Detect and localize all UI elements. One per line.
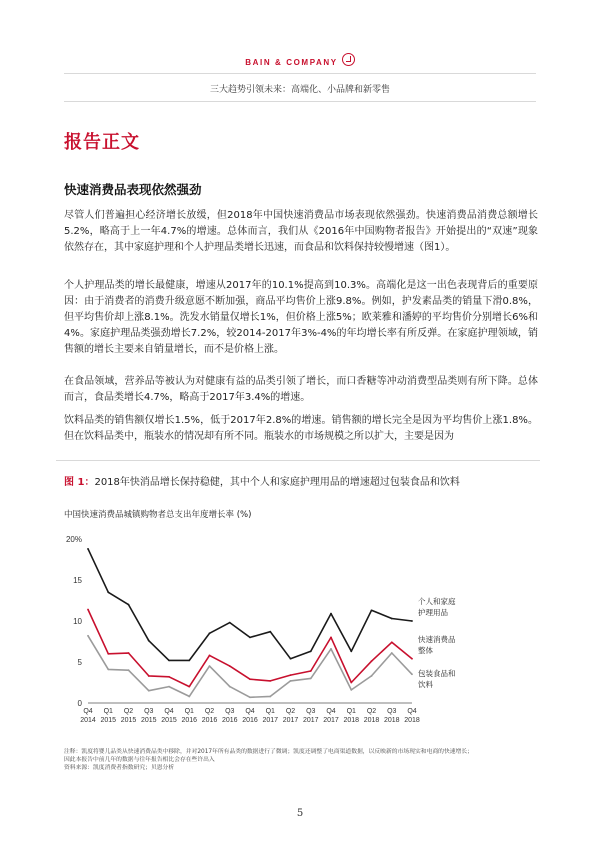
x-tick-label: 2018 [404, 717, 420, 724]
x-tick-label: 2016 [181, 717, 198, 724]
data-point [269, 696, 271, 698]
y-tick-label: 20% [65, 535, 82, 544]
x-tick-label: Q4 [164, 708, 174, 715]
legend-label: 饮料 [418, 680, 433, 689]
data-point [148, 675, 150, 677]
x-tick-label: Q4 [326, 708, 336, 715]
x-tick-label: Q3 [306, 708, 316, 715]
subtitle-divider [64, 101, 536, 102]
page-number: 5 [296, 808, 304, 819]
x-tick-label: Q1 [265, 708, 275, 715]
data-point [411, 620, 413, 622]
x-tick-label: 2015 [100, 717, 117, 724]
series-line-1 [88, 610, 412, 687]
data-point [209, 655, 211, 657]
x-tick-label: 2017 [282, 717, 299, 724]
chart-note-1: 注释：凯度将婴儿品类从快速消费品类中移除，并对2017年所有品类的数据进行了微调；凯度还调整了电商渠道数据，以反映新的市场现实和电商的快速增长； [64, 749, 473, 755]
data-point [107, 668, 109, 670]
data-point [107, 653, 109, 655]
x-tick-label: 2018 [343, 717, 360, 724]
data-point [229, 622, 231, 624]
data-point [209, 665, 211, 667]
data-point [371, 675, 373, 677]
data-point [168, 676, 170, 678]
data-point [148, 640, 150, 642]
x-tick-label: 2017 [302, 717, 319, 724]
section-heading: 快速消费品表现依然强劲 [64, 182, 202, 197]
x-tick-label: 2016 [201, 717, 218, 724]
x-tick-label: Q2 [123, 708, 134, 715]
growth-line-chart [56, 528, 540, 728]
data-point [330, 613, 332, 615]
y-tick-label: 5 [77, 658, 82, 667]
x-tick-label: Q4 [407, 708, 417, 715]
data-point [249, 678, 251, 680]
x-tick-label: 2018 [383, 717, 400, 724]
figure-label: 图 1： [64, 477, 95, 488]
x-tick-label: Q1 [103, 708, 113, 715]
x-tick-label: Q4 [83, 708, 93, 715]
data-point [168, 659, 170, 661]
x-tick-label: 2018 [363, 717, 380, 724]
data-point [371, 660, 373, 662]
paragraph-3: 在食品领域，营养品等被认为对健康有益的品类引领了增长，而口香糖等冲动消费型品类则有所下降。总体而言，食品类增长4.7%，略高于2017年3.4%的增速。 [64, 376, 538, 403]
data-point [290, 658, 292, 660]
x-tick-label: 2016 [242, 717, 258, 724]
x-tick-label: Q3 [225, 708, 235, 715]
data-point [391, 652, 393, 654]
x-tick-label: Q2 [366, 708, 377, 715]
data-point [107, 591, 109, 593]
data-point [371, 609, 373, 611]
paragraph-2: 个人护理品类的增长最健康，增速从2017年的10.1%提高到10.3%。高端化是这一出色表现背后的重要原因：由于消费者的消费升级意愿不断加强，商品平均售价上涨9.8%。例如，护发素品类的销量下滑0.8%，但平均售价却上涨8.1%。洗发水销量仅增长1%，但价格上涨5%；欧莱雅和潘婷的平均售价分别增长6%和4%。家庭护理品类强劲增长7.2%，较2014-2017年3%-4%的年均增长率有所反弹。在家庭护理领域，销售额的增长主要来自销量增长，而不是价格上涨。 [64, 280, 538, 355]
data-point [411, 658, 413, 660]
report-header [0, 50, 600, 69]
chart-source: 资料来源：凯度消费者指数研究；贝恩分析 [64, 765, 175, 771]
x-tick-label: 2014 [80, 717, 96, 724]
data-point [128, 604, 130, 606]
data-point [87, 548, 89, 550]
data-point [168, 686, 170, 688]
data-point [148, 690, 150, 692]
x-tick-label: 2016 [221, 717, 238, 724]
legend-label: 护理用品 [418, 608, 448, 617]
series-line-2 [88, 636, 412, 698]
x-tick-label: Q3 [387, 708, 397, 715]
y-tick-label: 0 [77, 699, 82, 708]
data-point [269, 631, 271, 633]
data-point [350, 650, 352, 652]
brand-name: BAIN & COMPANY [245, 58, 338, 67]
data-point [391, 618, 393, 620]
figure-divider [56, 460, 540, 461]
data-point [411, 673, 413, 675]
x-tick-label: Q1 [346, 708, 356, 715]
x-tick-label: 2015 [120, 717, 137, 724]
paragraph-4: 饮料品类的销售额仅增长1.5%，低于2017年2.8%的增速。销售额的增长完全是因为平均售价上涨1.8%。但在饮料品类中，瓶装水的情况却有所不同。瓶装水的市场规模之所以扩大，主要是因为 [64, 415, 538, 442]
x-tick-label: Q3 [144, 708, 154, 715]
x-tick-label: Q2 [204, 708, 215, 715]
data-point [290, 680, 292, 682]
x-tick-label: 2017 [262, 717, 279, 724]
legend-label: 整体 [418, 646, 433, 655]
legend-label: 快速消费品 [418, 635, 456, 644]
figure-title [64, 473, 460, 488]
data-point [249, 637, 251, 639]
x-tick-label: 2017 [323, 717, 339, 724]
data-point [188, 659, 190, 661]
data-point [350, 689, 352, 691]
data-point [209, 632, 211, 634]
chart-title: 中国快速消费品城镇购物者总支出年度增长率 (%) [64, 510, 252, 520]
brand-logo-icon [342, 53, 355, 66]
y-tick-label: 15 [73, 576, 82, 585]
data-point [391, 641, 393, 643]
data-point [310, 650, 312, 652]
paragraph-1: 尽管人们普遍担心经济增长放缓，但2018年中国快速消费品市场表现依然强劲。快速消费品消费总额增长5.2%，略高于上一年4.7%的增速。总体而言，我们从《2016年中国购物者报告》开始提出的“双速”现象依然存在，其中家庭护理和个人护理品类增长迅速，而食品和饮料保持较慢增速（图1）。 [64, 210, 538, 253]
section-title: 报告正文 [64, 132, 140, 153]
data-point [330, 637, 332, 639]
data-point [350, 682, 352, 684]
header-divider [64, 73, 536, 74]
data-point [310, 678, 312, 680]
legend-label: 包装食品和 [418, 669, 456, 678]
data-point [269, 680, 271, 682]
figure-caption: 2018年快消品增长保持稳健，其中个人和家庭护理用品的增速超过包装食品和饮料 [94, 477, 460, 488]
data-point [188, 686, 190, 688]
data-point [229, 665, 231, 667]
data-point [249, 696, 251, 698]
series-line-0 [88, 549, 412, 661]
x-tick-label: Q1 [184, 708, 194, 715]
data-point [128, 652, 130, 654]
data-point [188, 696, 190, 698]
data-point [229, 686, 231, 688]
y-tick-label: 10 [73, 617, 82, 626]
x-tick-label: Q2 [285, 708, 296, 715]
data-point [87, 609, 89, 611]
legend-label: 个人和家庭 [418, 597, 456, 606]
x-tick-label: 2015 [161, 717, 177, 724]
report-subtitle: 三大趋势引领未来：高端化、小品牌和新零售 [209, 85, 390, 95]
data-point [330, 648, 332, 650]
data-point [310, 670, 312, 672]
chart-note-2: 因此本报告中前几年的数据与往年报告相比会存在些许出入 [64, 757, 215, 763]
data-point [87, 635, 89, 637]
data-point [128, 669, 130, 671]
data-point [290, 674, 292, 676]
x-tick-label: 2015 [140, 717, 157, 724]
x-tick-label: Q4 [245, 708, 255, 715]
